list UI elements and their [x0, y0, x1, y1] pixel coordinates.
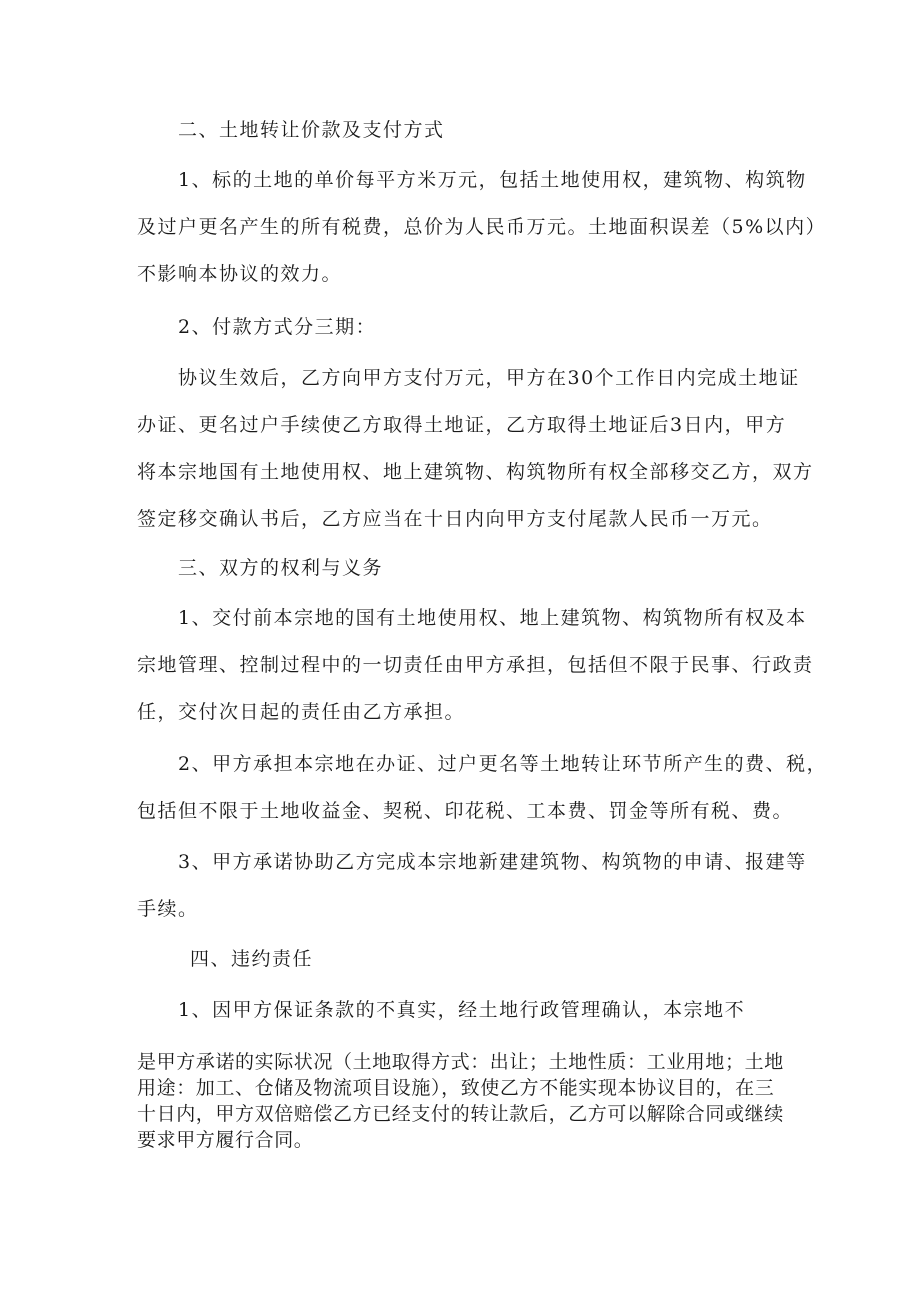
paragraph-line: 要求甲方履行合同。: [137, 1129, 314, 1151]
paragraph-line: 手续。: [137, 898, 199, 920]
paragraph-line: 1、交付前本宗地的国有土地使用权、地上建筑物、构筑物所有权及本: [178, 607, 807, 629]
paragraph-line: 2、付款方式分三期：: [178, 316, 377, 338]
paragraph-line: 用途：加工、仓储及物流项目设施），致使乙方不能实现本协议目的，在三: [137, 1077, 775, 1099]
paragraph-line: 3、甲方承诺协助乙方完成本宗地新建建筑物、构筑物的申请、报建等: [178, 851, 807, 873]
paragraph-line: 签定移交确认书后，乙方应当在十日内向甲方支付尾款人民币一万元。: [137, 508, 773, 530]
paragraph-line: 协议生效后，乙方向甲方支付万元，甲方在30个工作日内完成土地证: [178, 367, 800, 389]
paragraph-line: 2、甲方承担本宗地在办证、过户更名等土地转让环节所产生的费、税，: [178, 753, 828, 775]
paragraph-line: 将本宗地国有土地使用权、地上建筑物、构筑物所有权全部移交乙方，双方: [137, 461, 814, 483]
paragraph-line: 1、因甲方保证条款的不真实，经土地行政管理确认，本宗地不: [178, 999, 746, 1021]
paragraph-line: 是甲方承诺的实际状况（土地取得方式：出让；土地性质：工业用地；土地: [137, 1051, 784, 1073]
section-heading-breach-liability: 四、违约责任: [190, 948, 314, 970]
section-heading-price-payment: 二、土地转让价款及支付方式: [178, 119, 445, 141]
paragraph-line: 任，交付次日起的责任由乙方承担。: [137, 701, 466, 723]
paragraph-line: 办证、更名过户手续使乙方取得土地证，乙方取得土地证后3日内，甲方: [137, 414, 787, 436]
paragraph-line: 及过户更名产生的所有税费，总价为人民币万元。土地面积误差（5%以内）: [137, 216, 827, 238]
paragraph-line: 宗地管理、控制过程中的一切责任由甲方承担，包括但不限于民事、行政责: [137, 654, 814, 676]
paragraph-line: 不影响本协议的效力。: [137, 263, 343, 285]
paragraph-line: 1、标的土地的单价每平方米万元，包括土地使用权，建筑物、构筑物: [178, 169, 807, 191]
paragraph-line: 十日内，甲方双倍赔偿乙方已经支付的转让款后，乙方可以解除合同或继续: [137, 1103, 784, 1125]
paragraph-line: 包括但不限于土地收益金、契税、印花税、工本费、罚金等所有税、费。: [137, 800, 794, 822]
section-heading-rights-obligations: 三、双方的权利与义务: [178, 557, 384, 579]
